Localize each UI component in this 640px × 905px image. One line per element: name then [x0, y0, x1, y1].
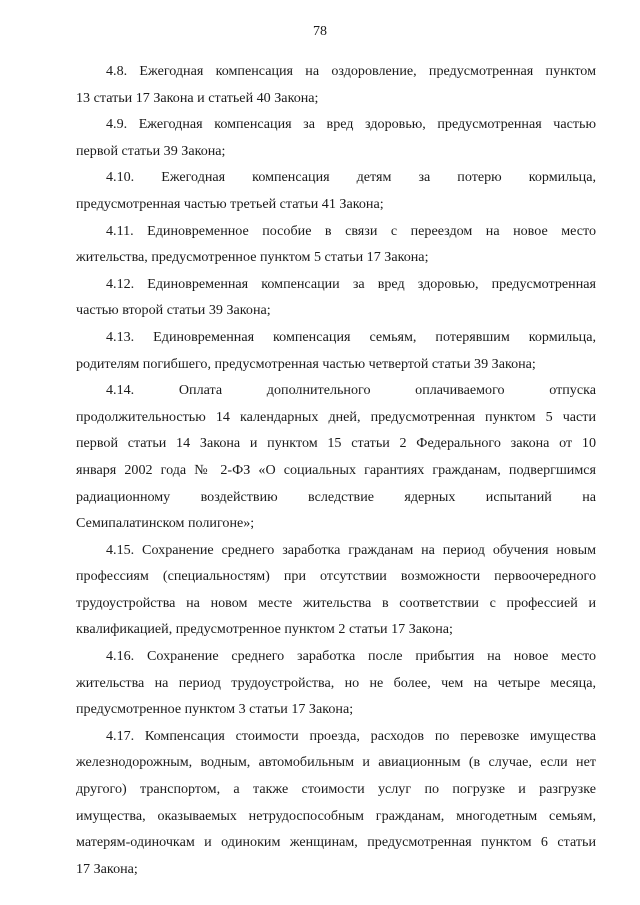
paragraph-line: 4.9. Ежегодная компенсация за вред здоровью, предусмотренная частью: [106, 116, 596, 133]
paragraph-4-13: [76, 324, 596, 377]
paragraph-4-15: [76, 537, 596, 643]
paragraph-line: 4.12. Единовременная компенсации за вред здоровью, предусмотренная: [106, 275, 596, 292]
paragraph-line: квалификацией, предусмотренное пунктом 2 статьи 17 Закона;: [76, 621, 453, 638]
paragraph-line: 17 Закона;: [76, 860, 138, 877]
page-number: 78: [313, 24, 327, 39]
paragraph-4-8: [76, 58, 596, 111]
paragraph-line: радиационному воздействию вследствие ядерных испытаний на: [76, 488, 596, 505]
paragraph-line: января 2002 года № 2-ФЗ «О социальных гарантиях гражданам, подвергшимся: [76, 461, 596, 478]
paragraph-line: жительства на период трудоустройства, но не более, чем на четыре месяца,: [76, 674, 596, 691]
paragraph-line: другого) транспортом, а также стоимости услуг по погрузке и разгрузке: [76, 781, 596, 798]
paragraph-4-12: [76, 271, 596, 324]
paragraph-4-10: [76, 164, 596, 217]
paragraph-line: 4.13. Единовременная компенсация семьям, потерявшим кормильца,: [106, 328, 596, 345]
paragraph-line: 4.14. Оплата дополнительного оплачиваемого отпуска: [106, 382, 596, 399]
paragraph-line: 13 статьи 17 Закона и статьей 40 Закона;: [76, 89, 319, 106]
paragraph-line: трудоустройства на новом месте жительства в соответствии с профессией и: [76, 594, 596, 611]
paragraph-line: матерям-одиночкам и одиноким женщинам, предусмотренная пунктом 6 статьи: [76, 834, 596, 851]
paragraph-line: 4.8. Ежегодная компенсация на оздоровление, предусмотренная пунктом: [106, 63, 596, 79]
paragraph-line: предусмотренная частью третьей статьи 41 Закона;: [76, 195, 384, 212]
paragraph-line: 4.17. Компенсация стоимости проезда, расходов по перевозке имущества: [106, 727, 596, 744]
paragraph-line: имущества, оказываемых нетрудоспособным гражданам, многодетным семьям,: [76, 807, 596, 824]
paragraph-4-9: [76, 111, 596, 164]
paragraph-line: родителям погибшего, предусмотренная частью четвертой статьи 39 Закона;: [76, 355, 536, 372]
paragraph-line: жительства, предусмотренное пунктом 5 статьи 17 Закона;: [76, 249, 429, 266]
paragraph-line: предусмотренное пунктом 3 статьи 17 Закона;: [76, 701, 354, 718]
paragraph-line: Семипалатинском полигоне»;: [76, 515, 255, 532]
paragraph-line: профессиям (специальностям) при отсутствии возможности первоочередного: [76, 568, 596, 585]
paragraph-line: 4.16. Сохранение среднего заработка после прибытия на новое место: [106, 648, 596, 665]
paragraph-line: продолжительностью 14 календарных дней, предусмотренная пунктом 5 части: [76, 408, 596, 425]
paragraph-line: частью второй статьи 39 Закона;: [76, 302, 271, 319]
paragraph-line: 4.15. Сохранение среднего заработка гражданам на период обучения новым: [106, 541, 596, 558]
document-body: [76, 58, 596, 882]
paragraph-4-17: [76, 723, 596, 883]
paragraph-line: 4.11. Единовременное пособие в связи с переездом на новое место: [106, 222, 596, 239]
paragraph-4-11: [76, 218, 596, 271]
paragraph-line: первой статьи 14 Закона и пунктом 15 статьи 2 Федерального закона от 10: [76, 435, 596, 452]
paragraph-line: 4.10. Ежегодная компенсация детям за потерю кормильца,: [106, 169, 596, 186]
paragraph-4-14: [76, 377, 596, 537]
paragraph-line: первой статьи 39 Закона;: [76, 142, 226, 159]
paragraph-line: железнодорожным, водным, автомобильным и авиационным (в случае, если нет: [76, 754, 596, 771]
paragraph-4-16: [76, 643, 596, 723]
